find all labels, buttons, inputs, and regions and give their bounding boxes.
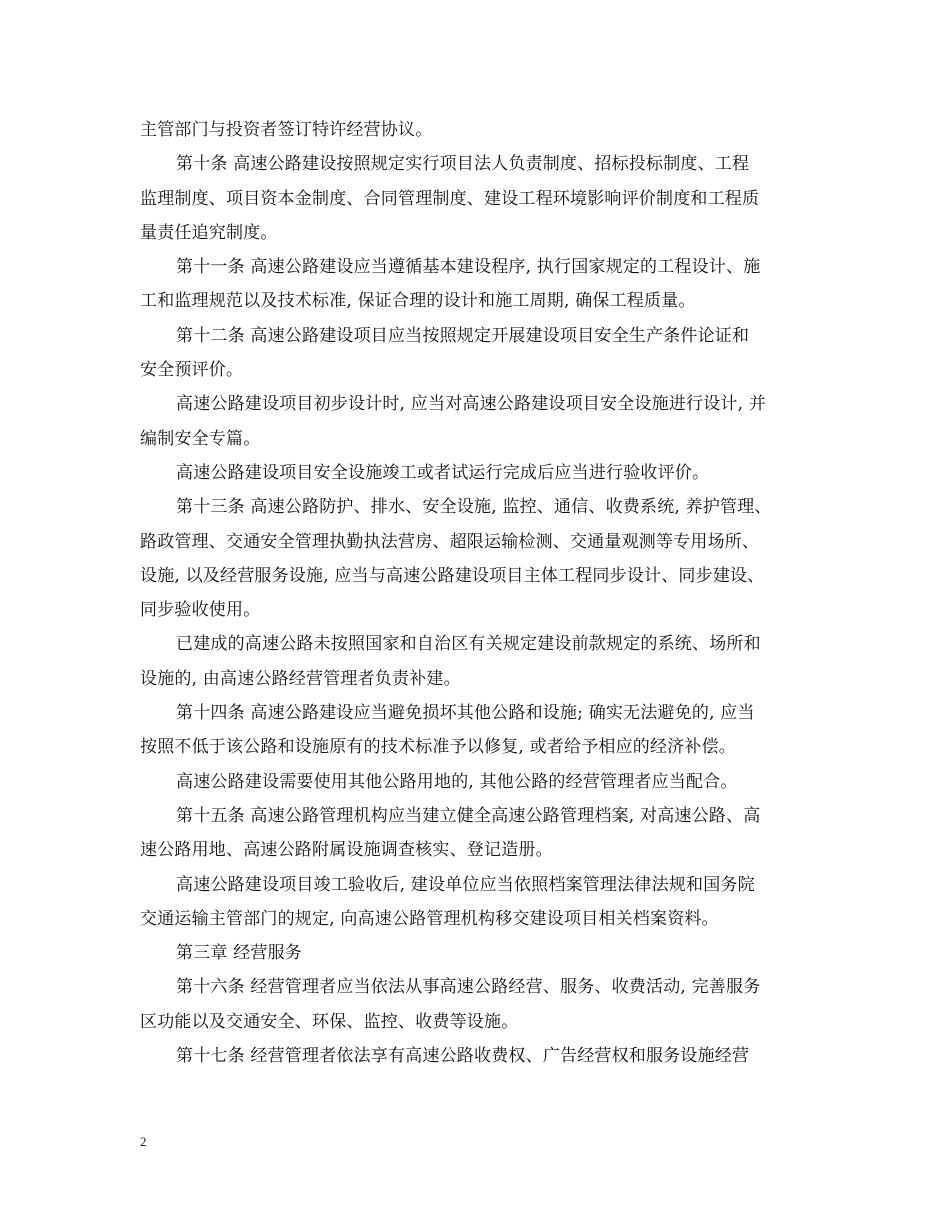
text-line: 编制安全专篇。	[140, 428, 261, 449]
text-line: 高速公路建设项目竣工验收后, 建设单位应当依照档案管理法律法规和国务院	[176, 874, 755, 895]
text-line: 量责任追究制度。	[140, 222, 278, 243]
text-line: 速公路用地、高速公路附属设施调查核实、登记造册。	[140, 840, 553, 861]
text-line: 工和监理规范以及技术标准, 保证合理的设计和施工周期, 确保工程质量。	[140, 291, 696, 312]
text-line: 设施的, 由高速公路经营管理者负责补建。	[140, 668, 461, 689]
text-line: 区功能以及交通安全、环保、监控、收费等设施。	[140, 1011, 519, 1032]
text-line: 安全预评价。	[140, 360, 244, 381]
text-line: 路政管理、交通安全管理执勤执法营房、超限运输检测、交通量观测等专用场所、	[140, 531, 760, 552]
page-number: 2	[140, 1134, 147, 1149]
text-line: 设施, 以及经营服务设施, 应当与高速公路建设项目主体工程同步设计、同步建设、	[140, 565, 765, 586]
text-line: 第十条 高速公路建设按照规定实行项目法人负责制度、招标投标制度、工程	[176, 154, 750, 175]
text-line: 第十五条 高速公路管理机构应当建立健全高速公路管理档案, 对高速公路、高	[176, 805, 761, 826]
text-line: 交通运输主管部门的规定, 向高速公路管理机构移交建设项目相关档案资料。	[140, 908, 719, 929]
text-line: 第十一条 高速公路建设应当遵循基本建设程序, 执行国家规定的工程设计、施	[176, 257, 761, 278]
text-line: 按照不低于该公路和设施原有的技术标准予以修复, 或者给予相应的经济补偿。	[140, 737, 737, 758]
text-line: 主管部门与投资者签订特许经营协议。	[140, 120, 433, 140]
chapter-heading: 第三章 经营服务	[176, 943, 303, 964]
body-text	[140, 113, 820, 1073]
text-line: 高速公路建设项目安全设施竣工或者试运行完成后应当进行验收评价。	[176, 462, 710, 483]
text-line: 第十三条 高速公路防护、排水、安全设施, 监控、通信、收费系统, 养护管理、	[176, 497, 772, 518]
text-line: 第十六条 经营管理者应当依法从事高速公路经营、服务、收费活动, 完善服务	[176, 977, 761, 998]
text-line: 第十四条 高速公路建设应当避免损坏其他公路和设施; 确实无法避免的, 应当	[176, 703, 755, 724]
text-line: 高速公路建设项目初步设计时, 应当对高速公路建设项目安全设施进行设计, 并	[176, 394, 767, 415]
text-line: 第十七条 经营管理者依法享有高速公路收费权、广告经营权和服务设施经营	[176, 1046, 750, 1067]
text-line: 已建成的高速公路未按照国家和自治区有关规定建设前款规定的系统、场所和	[176, 634, 761, 655]
text-line: 第十二条 高速公路建设项目应当按照规定开展建设项目安全生产条件论证和	[176, 325, 750, 346]
text-line: 监理制度、项目资本金制度、合同管理制度、建设工程环境影响评价制度和工程质	[140, 188, 760, 209]
text-line: 高速公路建设需要使用其他公路用地的, 其他公路的经营管理者应当配合。	[176, 771, 738, 792]
text-line: 同步验收使用。	[140, 600, 261, 621]
